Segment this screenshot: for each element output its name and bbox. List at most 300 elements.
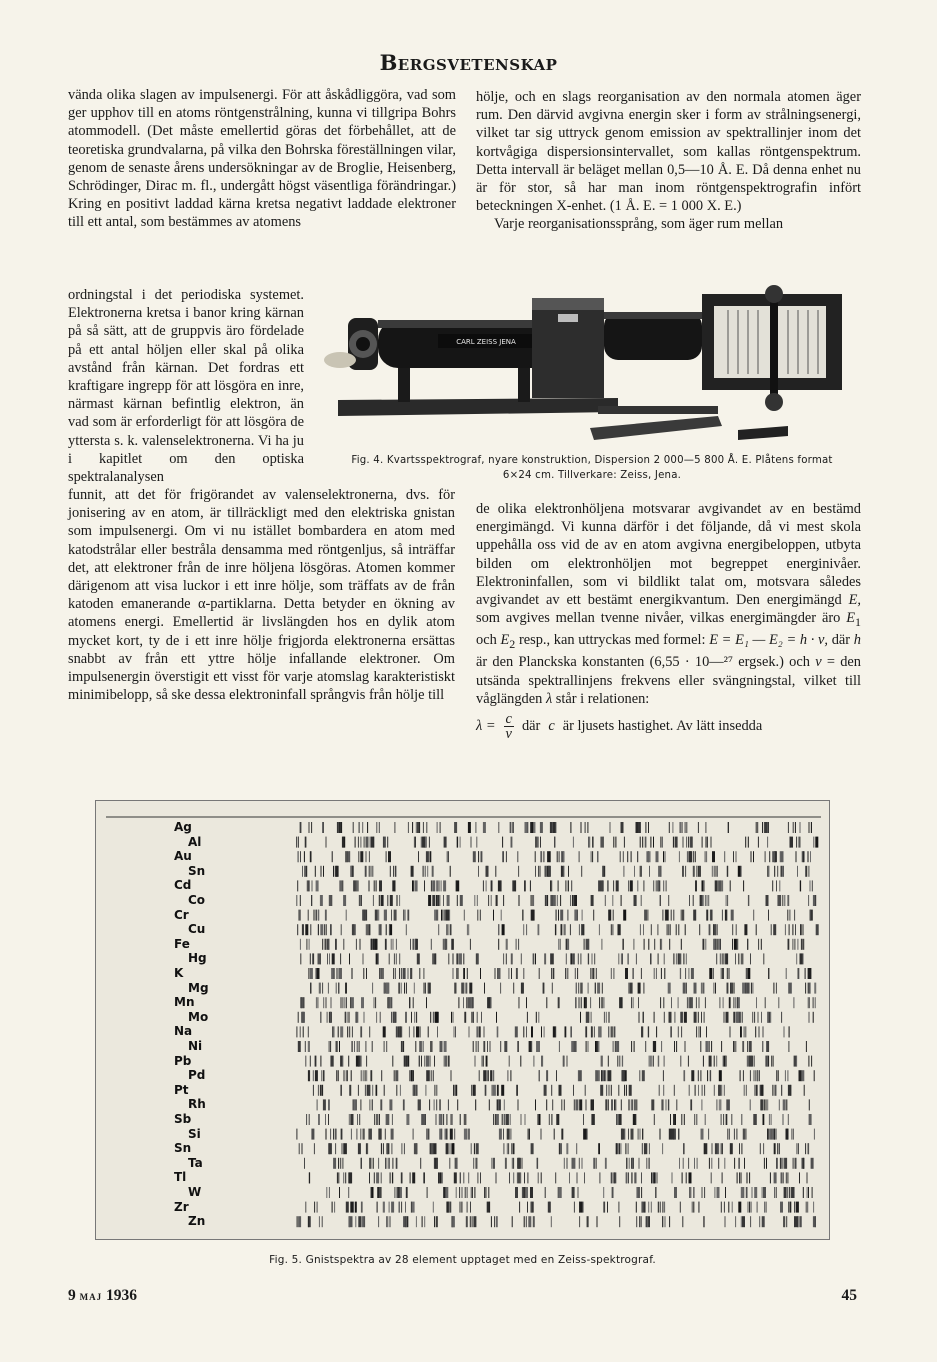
spectral-line xyxy=(320,1085,321,1096)
spectral-line xyxy=(717,1187,720,1198)
spectral-line xyxy=(383,968,384,979)
spectral-line xyxy=(787,1187,788,1198)
spectral-line xyxy=(563,866,564,877)
spectral-line xyxy=(381,1143,382,1154)
element-label: Cr xyxy=(174,907,189,922)
spectral-line xyxy=(411,968,412,979)
spectral-line xyxy=(796,837,797,848)
spectral-line xyxy=(636,1172,637,1183)
spectral-line xyxy=(357,1114,358,1125)
spectral-line xyxy=(648,1216,649,1227)
spectral-line xyxy=(645,837,646,848)
spectral-line xyxy=(811,1158,814,1169)
spectral-line xyxy=(336,1041,337,1052)
spectral-line xyxy=(476,837,477,848)
spectral-line xyxy=(762,1216,765,1227)
spectral-line xyxy=(408,910,409,921)
spectral-line xyxy=(319,1114,320,1125)
spectral-line xyxy=(318,1085,319,1096)
spectral-line xyxy=(300,910,301,921)
spectral-line xyxy=(539,968,540,979)
spectral-line xyxy=(326,997,327,1008)
spectral-line xyxy=(493,910,494,921)
spectral-line xyxy=(713,968,714,979)
spectral-line xyxy=(471,1012,472,1023)
spectral-line xyxy=(503,1129,504,1140)
spectral-line xyxy=(711,910,712,921)
spectral-line xyxy=(774,1187,775,1198)
spectral-line xyxy=(590,968,591,979)
spectral-line xyxy=(720,1099,721,1110)
spectral-line xyxy=(456,880,459,891)
spectral-line xyxy=(455,1026,456,1037)
spectral-line xyxy=(560,895,561,906)
spectral-line xyxy=(679,1158,680,1169)
spectral-line xyxy=(572,1041,573,1052)
spectral-line xyxy=(415,1085,416,1096)
spectral-line xyxy=(764,822,767,833)
spectral-line xyxy=(724,1085,725,1096)
spectral-line xyxy=(545,1187,546,1198)
spectral-line xyxy=(773,983,774,994)
spectral-line xyxy=(592,851,593,862)
spectral-line xyxy=(774,1172,777,1183)
spectral-line xyxy=(473,1216,476,1227)
element-label: Al xyxy=(188,834,202,849)
spectral-line xyxy=(363,1129,364,1140)
spectral-line xyxy=(337,968,338,979)
spectral-line xyxy=(298,837,299,848)
spectral-line xyxy=(431,939,432,950)
spectral-line xyxy=(712,851,715,862)
spectral-line xyxy=(465,1187,466,1198)
spectral-line xyxy=(522,983,523,994)
spectral-line xyxy=(412,822,413,833)
spectral-line xyxy=(698,1070,699,1081)
spectrum-strip xyxy=(296,1026,789,1037)
spectral-line xyxy=(781,1172,782,1183)
spectral-line xyxy=(782,866,783,877)
spectral-line xyxy=(502,1114,503,1125)
spectral-line xyxy=(736,1129,737,1140)
spectral-line xyxy=(321,1012,322,1023)
spectral-line xyxy=(321,895,322,906)
spectral-line xyxy=(363,910,364,921)
spectral-line xyxy=(809,997,810,1008)
spectral-line xyxy=(468,924,469,935)
spectral-line xyxy=(584,1129,587,1140)
spectral-line xyxy=(462,1187,463,1198)
spectral-line xyxy=(455,1085,456,1096)
spectral-line xyxy=(693,895,694,906)
spectral-line xyxy=(581,866,582,877)
spectral-line xyxy=(681,939,682,950)
spectral-line xyxy=(367,1143,368,1154)
spectral-line xyxy=(337,1041,338,1052)
spectral-line xyxy=(688,968,689,979)
element-label: Cu xyxy=(188,922,206,937)
spectral-line xyxy=(570,895,571,906)
left-column-bottom xyxy=(68,486,455,704)
spectral-line xyxy=(367,1085,370,1096)
spectral-line xyxy=(342,880,343,891)
spectral-line xyxy=(369,1099,370,1110)
spectral-line xyxy=(802,939,803,950)
spectral-line xyxy=(369,866,370,877)
spectral-line xyxy=(469,983,472,994)
spectral-line xyxy=(405,910,406,921)
spectral-line xyxy=(441,910,442,921)
spectral-line xyxy=(511,837,512,848)
spectral-line xyxy=(645,822,646,833)
spectral-line xyxy=(734,1012,735,1023)
spectral-line xyxy=(434,910,435,921)
spectral-line xyxy=(353,866,354,877)
spectral-line xyxy=(598,851,599,862)
paragraph: de olika elektronhöljena motsvarar avgivandet av en bestämd energimängd. Vi kunna därför i det följande, då vi mest skola uppehålla oss vid de av en atom avgivna energibeloppen, utbyta bilden om elektronhöljen mot begreppet energinivåer. Elektroninfallen, som vi bildlikt talat om, motsvara således avgivandet av ett bestämt energikvantum. Den energimängd E, som avgives mellan tvenne nivåer, vilkas energimängder äro $E_1$ och $E_2$ resp., kan uttryckas med formel: E = E₁ — E₂ = h · ν, där h är den Planckska konstanten (6,55 · 10—²⁷ ergsek.) och ν = den utsända spektrallinjens frekvens eller svängningstal, vilket till våglängden λ står i relationen: xyxy=(476,501,862,707)
spectral-line xyxy=(336,1070,337,1081)
spectral-line xyxy=(611,1099,612,1110)
spectral-line xyxy=(704,1012,705,1023)
spectral-line xyxy=(699,924,700,935)
spectral-line xyxy=(728,1202,729,1213)
spectral-line xyxy=(645,1041,646,1052)
spectral-line xyxy=(808,851,809,862)
spectral-line xyxy=(774,1085,775,1096)
spectral-line xyxy=(551,953,554,964)
spectral-line xyxy=(649,1216,650,1227)
spectral-line xyxy=(776,1070,777,1081)
spectral-line xyxy=(305,1041,306,1052)
spectral-line xyxy=(492,880,493,891)
spectral-line xyxy=(647,910,648,921)
spectral-line xyxy=(360,837,361,848)
spectral-line xyxy=(387,895,388,906)
spectral-line xyxy=(552,822,553,833)
spectral-line xyxy=(794,1202,795,1213)
spectral-line xyxy=(772,880,773,891)
spectral-line xyxy=(489,1099,490,1110)
spectral-line xyxy=(761,1099,762,1110)
spectral-line xyxy=(404,1056,405,1067)
spectral-line xyxy=(562,1129,563,1140)
spectral-line xyxy=(535,851,536,862)
spectral-line xyxy=(416,1026,419,1037)
spectral-line xyxy=(479,1070,480,1081)
element-label: Rh xyxy=(188,1097,206,1112)
spectral-line xyxy=(358,851,359,862)
spectral-line xyxy=(423,866,424,877)
spectral-line xyxy=(490,1070,491,1081)
spectral-line xyxy=(659,1085,660,1096)
spectral-line xyxy=(329,1099,330,1110)
spectral-line xyxy=(488,895,489,906)
spectral-line xyxy=(503,895,504,906)
spectral-line xyxy=(298,1216,301,1227)
spectral-line xyxy=(502,837,503,848)
spectral-line xyxy=(709,1056,712,1067)
spectral-line xyxy=(760,1143,761,1154)
spectral-line xyxy=(566,953,567,964)
spectral-line xyxy=(531,1143,534,1154)
spectral-line xyxy=(631,1099,632,1110)
spectral-line xyxy=(538,866,539,877)
spectral-line xyxy=(715,939,716,950)
spectral-line xyxy=(714,1085,715,1096)
spectral-line xyxy=(608,910,611,921)
spectral-line xyxy=(726,1099,729,1110)
spectral-line xyxy=(373,895,374,906)
spectral-line xyxy=(399,953,400,964)
spectral-line xyxy=(803,1158,804,1169)
spectral-line xyxy=(353,924,354,935)
spectral-line xyxy=(361,1070,362,1081)
spectral-line xyxy=(754,1187,757,1198)
spectral-line xyxy=(552,983,553,994)
spectral-line xyxy=(470,1216,471,1227)
spectral-line xyxy=(434,1085,435,1096)
spectral-line xyxy=(339,1187,340,1198)
spectral-line xyxy=(557,851,558,862)
spectral-line xyxy=(444,837,447,848)
spectral-line xyxy=(498,880,501,891)
spectral-line xyxy=(612,1172,613,1183)
spectral-line xyxy=(308,1216,309,1227)
spectrograph-illustration xyxy=(318,280,866,450)
spectral-line xyxy=(496,895,497,906)
spectral-line xyxy=(437,1026,438,1037)
spectral-line xyxy=(315,1070,318,1081)
spectral-line xyxy=(604,1070,605,1081)
spectral-line xyxy=(781,1158,782,1169)
spectral-line xyxy=(527,1012,528,1023)
spectral-line xyxy=(642,837,643,848)
spectral-line xyxy=(378,953,379,964)
spectral-line xyxy=(466,1216,467,1227)
spectral-line xyxy=(464,1012,465,1023)
spectral-line xyxy=(788,822,789,833)
spectral-line xyxy=(329,1143,332,1154)
spectral-line xyxy=(776,880,777,891)
spectral-line xyxy=(498,939,499,950)
spectral-line xyxy=(618,953,619,964)
element-label: Hg xyxy=(188,951,207,966)
spectral-line xyxy=(663,1085,664,1096)
spectral-line xyxy=(664,953,665,964)
spectral-line xyxy=(386,1114,389,1125)
spectral-line xyxy=(519,1202,520,1213)
spectral-line xyxy=(340,1026,343,1037)
spectral-line xyxy=(573,895,574,906)
spectral-line xyxy=(490,1041,491,1052)
spectral-line xyxy=(443,939,444,950)
spectral-line xyxy=(801,1070,804,1081)
spectral-line xyxy=(753,910,754,921)
spectral-line xyxy=(537,837,538,848)
spectral-line xyxy=(796,953,797,964)
element-label: Cd xyxy=(174,878,192,893)
spectral-line xyxy=(427,866,428,877)
spectral-line xyxy=(691,1070,694,1081)
spectral-line xyxy=(302,1012,305,1023)
spectral-line xyxy=(675,837,678,848)
spectral-line xyxy=(622,1070,625,1081)
spectral-line xyxy=(527,822,528,833)
spectral-line xyxy=(730,880,731,891)
spectral-line xyxy=(812,880,813,891)
spectral-line xyxy=(603,1187,604,1198)
spectral-line xyxy=(763,1114,764,1125)
spectral-line xyxy=(803,939,804,950)
spectral-line xyxy=(326,924,327,935)
spectral-line xyxy=(390,1216,391,1227)
spectral-line xyxy=(724,851,725,862)
spectral-line xyxy=(601,880,604,891)
page-number: 45 xyxy=(841,1287,857,1304)
spectral-line xyxy=(574,1099,575,1110)
spectral-line xyxy=(668,1099,669,1110)
spectral-line xyxy=(323,866,324,877)
spectral-line xyxy=(379,1187,380,1198)
spectral-line xyxy=(620,851,621,862)
spectral-line xyxy=(795,924,796,935)
spectral-line xyxy=(393,866,394,877)
element-label: Co xyxy=(188,893,206,907)
spectral-line xyxy=(298,851,299,862)
spectral-line xyxy=(646,1158,647,1169)
spectral-line xyxy=(553,968,554,979)
spectral-line xyxy=(711,1172,712,1183)
spectral-line xyxy=(674,1012,675,1023)
spectral-line xyxy=(784,1187,787,1198)
spectral-line xyxy=(781,851,784,862)
spectral-line xyxy=(498,1099,499,1110)
spectral-line xyxy=(594,1158,595,1169)
spectral-line xyxy=(418,1099,419,1110)
element-label: Ta xyxy=(188,1155,203,1170)
spectral-line xyxy=(386,851,387,862)
spectral-line xyxy=(401,1202,402,1213)
spectral-line xyxy=(727,983,728,994)
spectral-line xyxy=(419,822,420,833)
spectral-line xyxy=(555,1172,556,1183)
spectral-line xyxy=(707,895,708,906)
spectral-line xyxy=(648,1026,649,1037)
spectral-line xyxy=(353,1202,354,1213)
spectral-line xyxy=(433,866,434,877)
spectral-line xyxy=(518,1172,519,1183)
spectral-line xyxy=(809,822,810,833)
spectral-line xyxy=(758,837,759,848)
spectral-line xyxy=(361,895,362,906)
paragraph: Varje reorganisationssprång, som äger rum mellan xyxy=(494,216,784,233)
spectral-line xyxy=(373,837,374,848)
spectral-line xyxy=(747,968,750,979)
spectral-line xyxy=(376,822,377,833)
paragraph: ordningstal i det periodiska systemet. Elektronerna kretsa i banor kring kärnan på så sätt, att de gruppvis äro fördelade på ett antal höljen eller skal på olika avstånd från kärnan. Det fordras ett kraftigare ingrepp för att lösgöra en inre, närmast kärnan befintlig elektron, än vad som är erforderligt för att lösgöra de yttersta s. k. valenselektronerna. Vi ha ju i kapitlet om den optiska spektralanalysen xyxy=(68,287,304,486)
spectral-line xyxy=(402,1172,403,1183)
spectral-line xyxy=(591,1099,592,1110)
spectral-line xyxy=(670,1026,671,1037)
spectral-line xyxy=(626,1158,627,1169)
spectral-line xyxy=(533,1056,534,1067)
spectral-line xyxy=(412,1202,415,1213)
spectral-line xyxy=(414,983,415,994)
spectral-line xyxy=(375,997,376,1008)
spectral-line xyxy=(551,880,552,891)
spectral-line xyxy=(483,1070,486,1081)
spectral-line xyxy=(354,1041,355,1052)
spectral-line xyxy=(410,968,411,979)
spectral-line xyxy=(586,1099,587,1110)
issue-date: 9 maj 1936 xyxy=(68,1287,137,1304)
spectral-line xyxy=(776,983,777,994)
spectral-line xyxy=(332,953,335,964)
spectral-line xyxy=(614,1099,615,1110)
spectral-line xyxy=(696,997,697,1008)
spectral-line xyxy=(650,1056,651,1067)
spectral-line xyxy=(757,1202,758,1213)
spectral-line xyxy=(583,924,584,935)
spectral-line xyxy=(439,1172,440,1183)
wavelength-formula: λ = $\frac{c}{\nu}$ där c är ljusets hastighet. Av lätt insedda xyxy=(476,710,763,742)
spectral-line xyxy=(684,1143,685,1154)
spectral-line xyxy=(596,1158,597,1169)
spectral-line xyxy=(526,1216,527,1227)
spectral-line xyxy=(676,1099,677,1110)
spectral-line xyxy=(437,895,438,906)
spectral-line xyxy=(696,880,697,891)
spectral-line xyxy=(365,1070,366,1081)
spectral-line xyxy=(750,1216,751,1227)
spectral-line xyxy=(477,953,478,964)
spectral-line xyxy=(384,1041,385,1052)
spectral-line xyxy=(796,1158,797,1169)
spectral-line xyxy=(746,1085,747,1096)
spectral-line xyxy=(430,1056,431,1067)
spectral-line xyxy=(686,953,687,964)
instrument-label: CARL ZEISS JENA xyxy=(456,338,516,346)
spectrum-strip xyxy=(298,851,812,862)
spectral-line xyxy=(412,880,413,891)
spectral-line xyxy=(349,1172,352,1183)
spectral-line xyxy=(513,1172,514,1183)
spectral-line xyxy=(487,997,490,1008)
spectral-line xyxy=(714,1056,715,1067)
spectral-line xyxy=(456,1085,457,1096)
spectral-line xyxy=(342,1056,343,1067)
spectral-line xyxy=(602,1056,603,1067)
spectral-line xyxy=(556,1070,557,1081)
spectral-line xyxy=(358,1143,361,1154)
spectral-line xyxy=(610,1070,611,1081)
element-label: Sn xyxy=(174,1141,192,1156)
spectral-line xyxy=(648,1202,649,1213)
spectral-line xyxy=(653,1172,654,1183)
spectral-line xyxy=(688,1158,689,1169)
spectral-line xyxy=(498,924,499,935)
spectral-line xyxy=(533,953,534,964)
spectrum-strip xyxy=(308,1070,815,1081)
spectral-line xyxy=(723,953,724,964)
spectral-line xyxy=(503,953,504,964)
spectral-line xyxy=(538,837,539,848)
spectral-line xyxy=(576,983,577,994)
spectral-line xyxy=(345,1012,346,1023)
spectral-line xyxy=(460,953,461,964)
spectral-line xyxy=(488,1070,489,1081)
spectral-line xyxy=(776,1187,777,1198)
